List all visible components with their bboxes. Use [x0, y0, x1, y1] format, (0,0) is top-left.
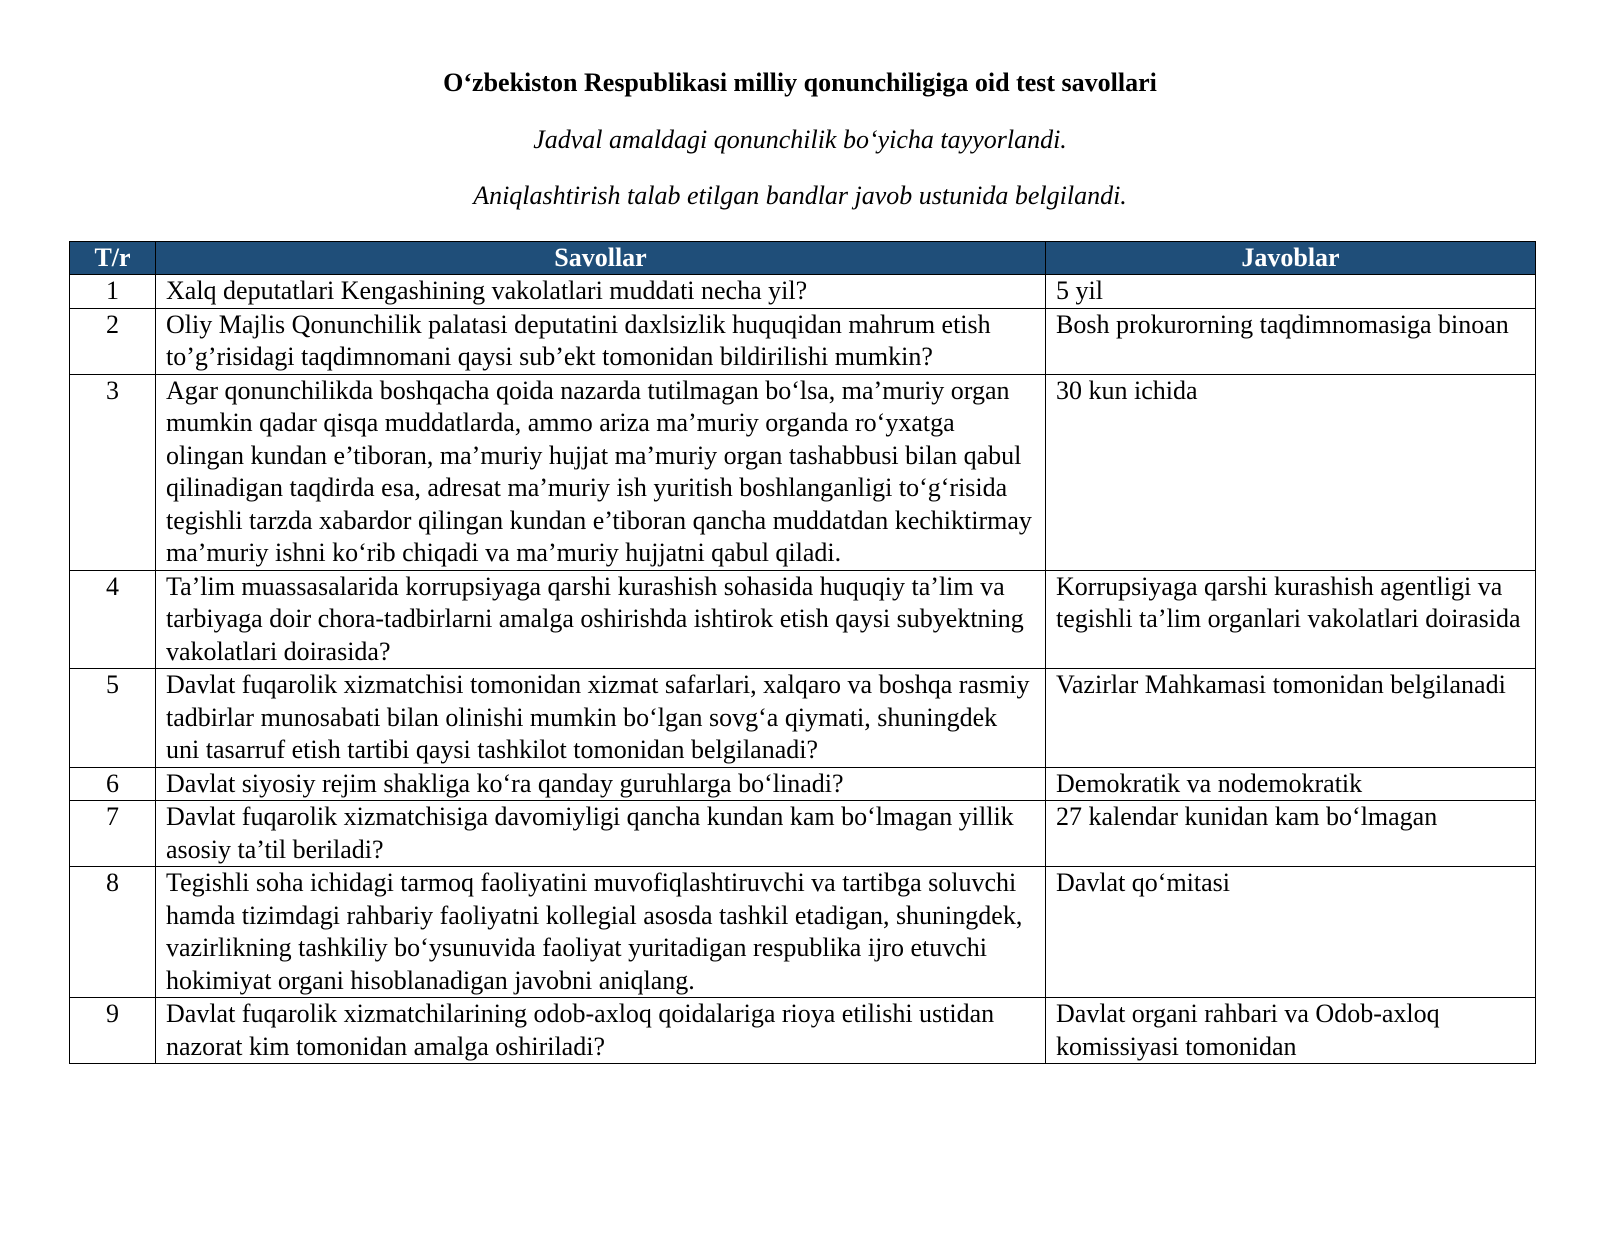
row-number: 6: [70, 767, 156, 801]
questions-table: [69, 241, 1536, 1064]
row-question: Davlat siyosiy rejim shakliga ko‘ra qanday guruhlarga bo‘linadi?: [156, 767, 1046, 801]
header-answers: Javoblar: [1046, 242, 1536, 275]
table-row: [70, 308, 1536, 374]
row-number: 4: [70, 570, 156, 669]
row-answer: Davlat organi rahbari va Odob-axloq komissiyasi tomonidan: [1046, 998, 1536, 1064]
table-row: [70, 801, 1536, 867]
row-question: Davlat fuqarolik xizmatchisi tomonidan xizmat safarlari, xalqaro va boshqa rasmiy tadbirlar munosabati bilan olinishi mumkin bo‘lgan sovg‘a qiymati, shuningdek uni tasarruf etish tartibi qaysi tashkilot tomonidan belgilanadi?: [156, 669, 1046, 768]
header-number: T/r: [70, 242, 156, 275]
table-row: [70, 275, 1536, 309]
row-number: 3: [70, 374, 156, 570]
row-question: Oliy Majlis Qonunchilik palatasi deputatini daxlsizlik huquqidan mahrum etish to’g’risidagi taqdimnomani qaysi sub’ekt tomonidan bildirilishi mumkin?: [156, 308, 1046, 374]
document-title: O‘zbekiston Respublikasi milliy qonunchiligiga oid test savollari: [443, 68, 1157, 97]
row-number: 5: [70, 669, 156, 768]
row-question: Davlat fuqarolik xizmatchilarining odob-axloq qoidalariga rioya etilishi ustidan nazorat kim tomonidan amalga oshiriladi?: [156, 998, 1046, 1064]
row-question: Agar qonunchilikda boshqacha qoida nazarda tutilmagan bo‘lsa, ma’muriy organ mumkin qadar qisqa muddatlarda, ammo ariza ma’muriy organda ro‘yxatga olingan kundan e’tiboran, ma’muriy hujjat ma’muriy organ tashabbusi bilan qabul qilinadigan taqdirda esa, adresat ma’muriy ish yuritish boshlanganligi to‘g‘risida tegishli tarzda xabardor qilingan kundan e’tiboran qancha muddatdan kechiktirmay ma’muriy ishni ko‘rib chiqadi va ma’muriy hujjatni qabul qiladi.: [156, 374, 1046, 570]
row-question: Davlat fuqarolik xizmatchisiga davomiyligi qancha kundan kam bo‘lmagan yillik asosiy ta’til beriladi?: [156, 801, 1046, 867]
row-answer: 27 kalendar kunidan kam bo‘lmagan: [1046, 801, 1536, 867]
row-answer: Bosh prokurorning taqdimnomasiga binoan: [1046, 308, 1536, 374]
row-number: 1: [70, 275, 156, 309]
table-row: [70, 867, 1536, 998]
table-row: [70, 570, 1536, 669]
row-number: 2: [70, 308, 156, 374]
row-number: 8: [70, 867, 156, 998]
table-row: [70, 374, 1536, 570]
row-number: 7: [70, 801, 156, 867]
row-answer: Korrupsiyaga qarshi kurashish agentligi va tegishli ta’lim organlari vakolatlari doirasida: [1046, 570, 1536, 669]
row-answer: Davlat qo‘mitasi: [1046, 867, 1536, 998]
table-header-row: [70, 242, 1536, 275]
row-answer: Vazirlar Mahkamasi tomonidan belgilanadi: [1046, 669, 1536, 768]
row-answer: 5 yil: [1046, 275, 1536, 309]
document-subtitle-1: Jadval amaldagi qonunchilik bo‘yicha tayyorlandi.: [533, 125, 1067, 154]
row-answer: 30 kun ichida: [1046, 374, 1536, 570]
row-question: Tegishli soha ichidagi tarmoq faoliyatini muvofiqlashtiruvchi va tartibga soluvchi hamda tizimdagi rahbariy faoliyatni kollegial asosda tashkil etadigan, shuningdek, vazirlikning tashkiliy bo‘ysunuvida faoliyat yuritadigan respublika ijro etuvchi hokimiyat organi hisoblanadigan javobni aniqlang.: [156, 867, 1046, 998]
row-question: Xalq deputatlari Kengashining vakolatlari muddati necha yil?: [156, 275, 1046, 309]
header-questions: Savollar: [156, 242, 1046, 275]
table-row: [70, 767, 1536, 801]
row-question: Ta’lim muassasalarida korrupsiyaga qarshi kurashish sohasida huquqiy ta’lim va tarbiyaga doir chora-tadbirlarni amalga oshirishda ishtirok etish qaysi subyektning vakolatlari doirasida?: [156, 570, 1046, 669]
row-answer: Demokratik va nodemokratik: [1046, 767, 1536, 801]
table-row: [70, 669, 1536, 768]
table-row: [70, 998, 1536, 1064]
row-number: 9: [70, 998, 156, 1064]
document-subtitle-2: Aniqlashtirish talab etilgan bandlar javob ustunida belgilandi.: [473, 181, 1127, 210]
